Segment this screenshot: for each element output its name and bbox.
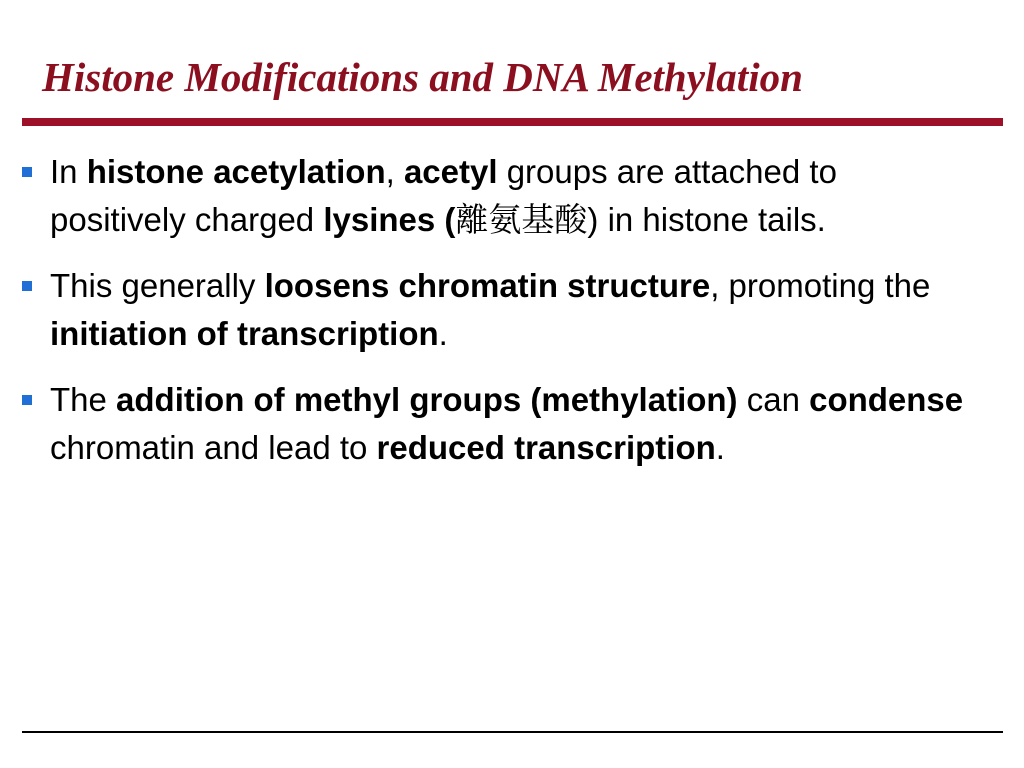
bullet-text: groups are attached to positively charged <box>50 153 837 238</box>
bullet-item-methylation <box>0 376 970 472</box>
bullet-text: , <box>385 153 404 190</box>
square-bullet-icon <box>22 167 32 177</box>
footer-divider <box>22 731 1003 733</box>
slide-title: Histone Modifications and DNA Methylation <box>42 54 803 100</box>
square-bullet-icon <box>22 281 32 291</box>
bullet-list <box>0 148 1024 490</box>
bullet-emphasis: acetyl <box>403 153 498 190</box>
square-bullet-icon <box>22 395 32 405</box>
bullet-emphasis: lysines ( <box>323 201 456 238</box>
bullet-text: . <box>438 315 448 352</box>
bullet-emphasis: reduced transcription <box>376 429 716 466</box>
bullet-emphasis: condense <box>809 381 964 418</box>
bullet-text: The <box>50 381 117 418</box>
title-divider <box>22 118 1003 126</box>
bullet-item-acetylation <box>0 148 970 244</box>
bullet-item-chromatin <box>0 262 970 358</box>
bullet-emphasis: addition of methyl groups (methylation) <box>116 381 738 418</box>
bullet-text: chromatin and lead to <box>50 429 377 466</box>
bullet-text: can <box>737 381 810 418</box>
bullet-text: ) in histone tails. <box>587 201 826 238</box>
bullet-cjk-term: 離氨基酸 <box>455 200 588 239</box>
bullet-emphasis: initiation of transcription <box>50 315 439 352</box>
bullet-text: , promoting the <box>710 267 931 304</box>
bullet-text: This generally <box>50 267 265 304</box>
bullet-emphasis: histone acetylation <box>86 153 386 190</box>
bullet-emphasis: loosens chromatin structure <box>264 267 711 304</box>
bullet-text: In <box>50 153 87 190</box>
bullet-text: . <box>715 429 725 466</box>
